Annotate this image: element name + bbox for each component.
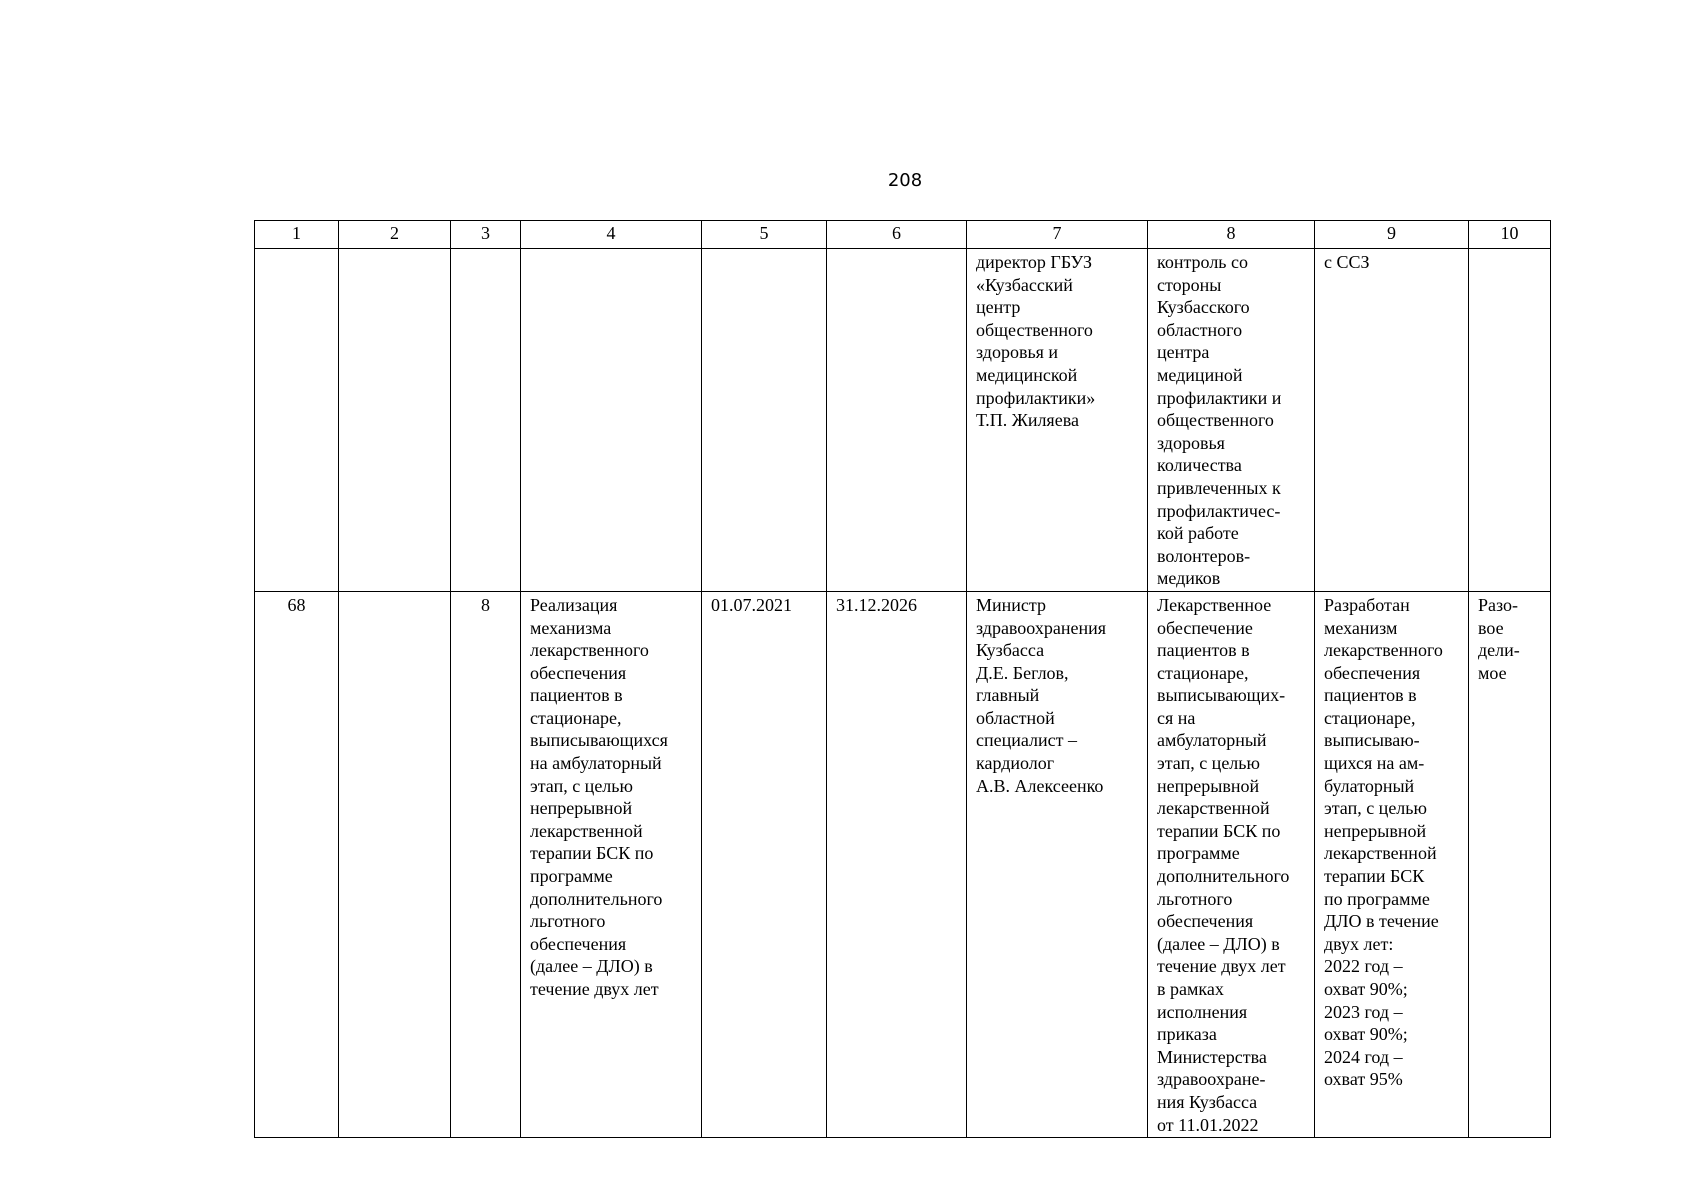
cell-description: Лекарственное обеспечение пациентов в стационаре, выписывающих- ся на амбулаторный этап, с целью непрерывной лекарственной терапии БСК по программе дополнительного льготного обеспечения (далее – ДЛО) в течение двух лет в рамках исполнения приказа Министерства здравоохране- ния Кузбасса от 11.01.2022 xyxy=(1148,591,1315,1137)
cell-row-number xyxy=(255,249,339,592)
cell-activity xyxy=(521,249,702,592)
column-header: 4 xyxy=(521,221,702,249)
table-row-continuation xyxy=(255,249,1551,592)
cell-responsible: директор ГБУЗ «Кузбасский центр общественного здоровья и медицинской профилактики» Т.П. Жиляева xyxy=(967,249,1148,592)
cell-col2 xyxy=(339,249,451,592)
column-number-header-row xyxy=(255,221,1551,249)
cell-row-number: 68 xyxy=(255,591,339,1137)
cell-end-date: 31.12.2026 xyxy=(827,591,967,1137)
cell-result: с ССЗ xyxy=(1315,249,1469,592)
column-header: 2 xyxy=(339,221,451,249)
column-header: 3 xyxy=(451,221,521,249)
cell-end-date xyxy=(827,249,967,592)
column-header: 10 xyxy=(1469,221,1551,249)
cell-description: контроль со стороны Кузбасского областного центра медициной профилактики и общественного здоровья количества привлеченных к профилактичес- кой работе волонтеров- медиков xyxy=(1148,249,1315,592)
page-number: 208 xyxy=(887,170,923,191)
cell-start-date: 01.07.2021 xyxy=(702,591,827,1137)
column-header: 8 xyxy=(1148,221,1315,249)
cell-type: Разо- вое дели- мое xyxy=(1469,591,1551,1137)
column-header: 5 xyxy=(702,221,827,249)
column-header: 1 xyxy=(255,221,339,249)
column-header: 9 xyxy=(1315,221,1469,249)
column-header: 6 xyxy=(827,221,967,249)
cell-col2 xyxy=(339,591,451,1137)
cell-col3 xyxy=(451,249,521,592)
document-table xyxy=(254,220,1551,1138)
cell-start-date xyxy=(702,249,827,592)
cell-responsible: Министр здравоохранения Кузбасса Д.Е. Беглов, главный областной специалист – кардиолог А.В. Алексеенко xyxy=(967,591,1148,1137)
cell-col3: 8 xyxy=(451,591,521,1137)
column-header: 7 xyxy=(967,221,1148,249)
table-row-68 xyxy=(255,591,1551,1137)
cell-result: Разработан механизм лекарственного обеспечения пациентов в стационаре, выписываю- щихся на ам- булаторный этап, с целью непрерывной лекарственной терапии БСК по программе ДЛО в течение двух лет: 2022 год – охват 90%; 2023 год – охват 90%; 2024 год – охват 95% xyxy=(1315,591,1469,1137)
cell-activity: Реализация механизма лекарственного обеспечения пациентов в стационаре, выписывающихся на амбулаторный этап, с целью непрерывной лекарственной терапии БСК по программе дополнительного льготного обеспечения (далее – ДЛО) в течение двух лет xyxy=(521,591,702,1137)
cell-type xyxy=(1469,249,1551,592)
